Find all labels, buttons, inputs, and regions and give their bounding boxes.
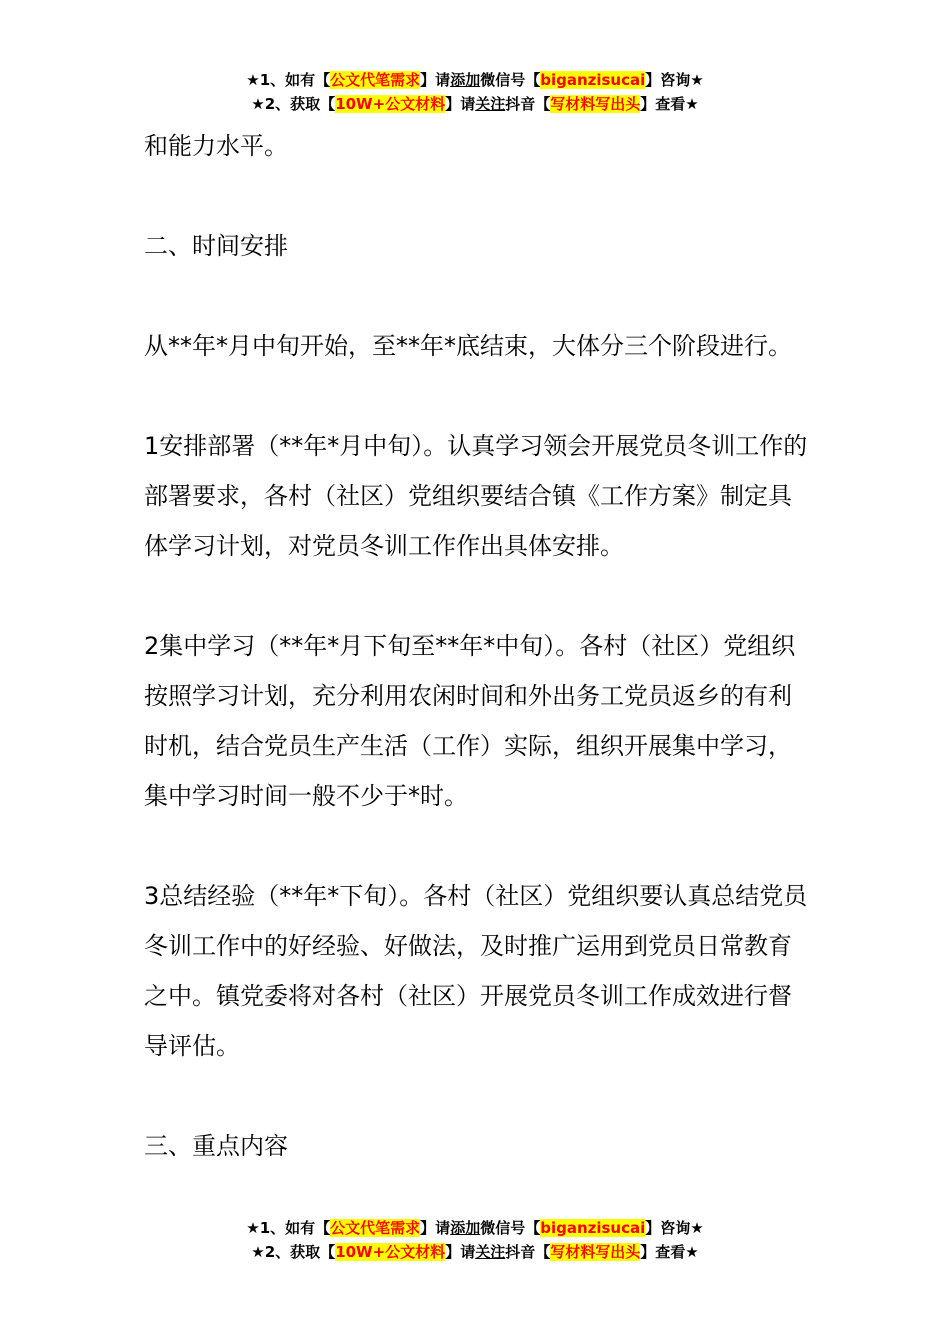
- document-body: [144, 121, 810, 1171]
- banner-highlight: 10W+公文材料: [335, 1243, 446, 1261]
- header-banner: [0, 68, 950, 116]
- banner-highlight: 公文代笔需求: [330, 1219, 421, 1237]
- banner-highlight: biganzisucai: [540, 71, 646, 89]
- paragraph-stage-2: 2集中学习（**年*月下旬至**年*中旬）。各村（社区）党组织按照学习计划，充分利用农闲时间和外出务工党员返乡的有利时机，结合党员生产生活（工作）实际，组织开展集中学习，集中学习时间一般不少于*时。: [144, 632, 796, 810]
- banner-highlight: biganzisucai: [540, 1219, 646, 1237]
- banner-line-2: ★2、获取【10W+公文材料】请关注抖音【写材料写出头】查看★: [251, 95, 699, 113]
- banner-highlight: 写材料写出头: [550, 1243, 641, 1261]
- banner-line-1: ★1、如有【公文代笔需求】请添加微信号【biganzisucai】咨询★: [246, 71, 704, 89]
- paragraph-stage-3: 3总结经验（**年*下旬）。各村（社区）党组织要认真总结党员冬训工作中的好经验、好做法，及时推广运用到党员日常教育之中。镇党委将对各村（社区）开展党员冬训工作成效进行督导评估。: [144, 882, 808, 1060]
- banner-line-2: ★2、获取【10W+公文材料】请关注抖音【写材料写出头】查看★: [251, 1243, 699, 1261]
- section-heading-time-schedule: 二、时间安排: [144, 232, 288, 260]
- banner-line-1: ★1、如有【公文代笔需求】请添加微信号【biganzisucai】咨询★: [246, 1219, 704, 1237]
- paragraph-stage-1: 1安排部署（**年*月中旬）。认真学习领会开展党员冬训工作的部署要求，各村（社区）党组织要结合镇《工作方案》制定具体学习计划，对党员冬训工作作出具体安排。: [144, 432, 808, 560]
- banner-highlight: 10W+公文材料: [335, 95, 446, 113]
- paragraph-continuation: 和能力水平。: [144, 132, 288, 160]
- banner-highlight: 写材料写出头: [550, 95, 641, 113]
- banner-highlight: 公文代笔需求: [330, 71, 421, 89]
- paragraph-time-overview: 从**年*月中旬开始，至**年*底结束，大体分三个阶段进行。: [144, 332, 792, 360]
- section-heading-key-content: 三、重点内容: [144, 1132, 288, 1160]
- footer-banner: [0, 1216, 950, 1264]
